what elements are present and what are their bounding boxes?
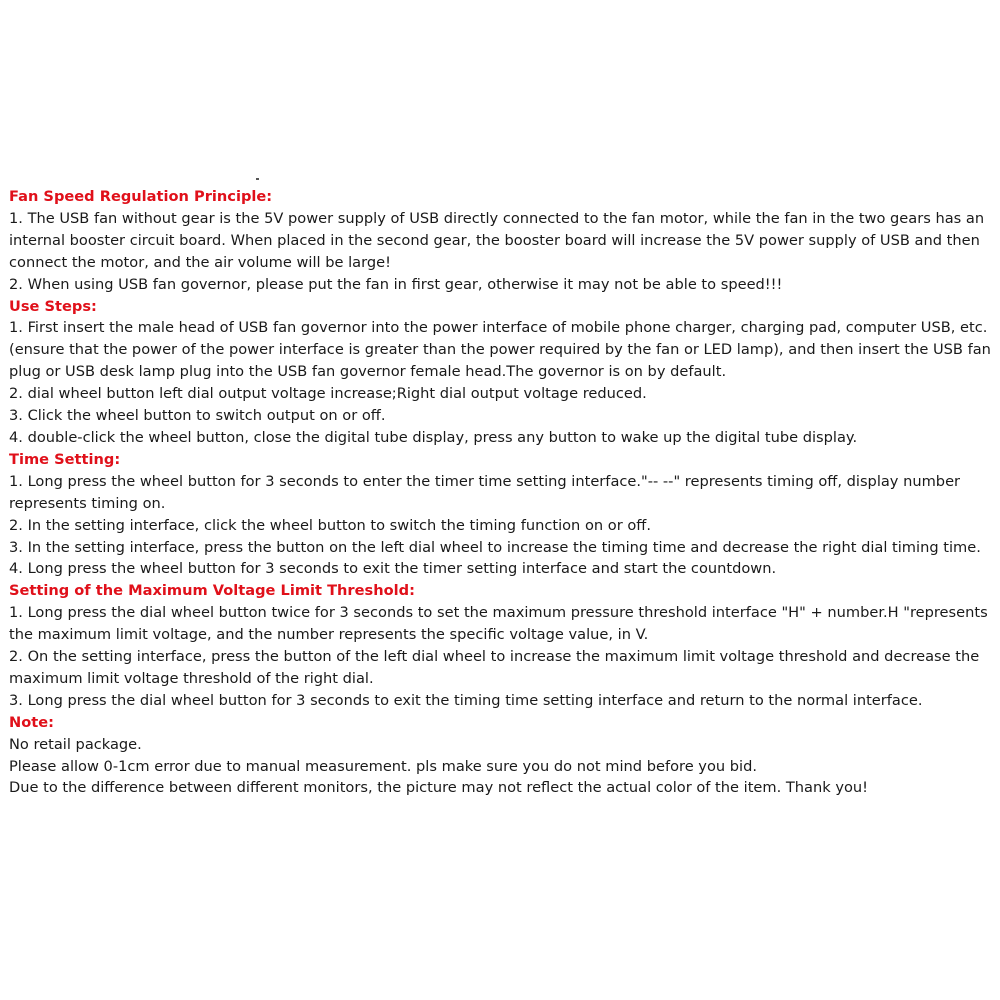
paragraph: 4. double-click the wheel button, close the digital tube display, press any button to wake up the digital tube display.	[9, 428, 858, 446]
section-note	[9, 712, 993, 800]
section-heading: Time Setting:	[9, 450, 121, 468]
paragraph: 4. Long press the wheel button for 3 seconds to exit the timer setting interface and start the countdown.	[9, 560, 777, 578]
section-heading: Note:	[9, 713, 54, 731]
section-time-setting	[9, 449, 993, 580]
paragraph: 3. Long press the dial wheel button for 3 seconds to exit the timing time setting interface and return to the normal interface.	[9, 691, 923, 709]
paragraph: 2. On the setting interface, press the button of the left dial wheel to increase the maximum limit voltage threshold and decrease the maximum limit voltage threshold of the right dial.	[9, 648, 980, 687]
paragraph: Please allow 0-1cm error due to manual measurement. pls make sure you do not mind before you bid.	[9, 757, 757, 775]
stray-mark	[256, 178, 259, 180]
section-max-voltage-threshold	[9, 580, 993, 711]
paragraph: 3. In the setting interface, press the button on the left dial wheel to increase the timing time and decrease the right dial timing time.	[9, 538, 981, 556]
section-use-steps	[9, 296, 993, 449]
product-description	[9, 186, 993, 799]
paragraph: 1. The USB fan without gear is the 5V power supply of USB directly connected to the fan motor, while the fan in the two gears has an internal booster circuit board. When placed in the second gear, the booster board will increase the 5V power supply of USB and then connect the motor, and the air volume will be large!	[9, 209, 985, 271]
paragraph: 1. First insert the male head of USB fan governor into the power interface of mobile phone charger, charging pad, computer USB, etc. (ensure that the power of the power interface is greater than the power required by the fan or LED lamp), and then insert the USB fan plug or USB desk lamp plug into the USB fan governor female head.The governor is on by default.	[9, 319, 991, 381]
section-fan-speed-principle	[9, 186, 993, 296]
paragraph: 2. In the setting interface, click the wheel button to switch the timing function on or off.	[9, 516, 651, 534]
paragraph: Due to the difference between different monitors, the picture may not reflect the actual color of the item. Thank you!	[9, 779, 869, 797]
paragraph: 1. Long press the dial wheel button twice for 3 seconds to set the maximum pressure threshold interface "H" + number.H "represents the maximum limit voltage, and the number represents the specific voltage value, in V.	[9, 604, 988, 644]
section-heading: Fan Speed Regulation Principle:	[9, 188, 273, 205]
section-heading: Use Steps:	[9, 297, 97, 315]
paragraph: 1. Long press the wheel button for 3 seconds to enter the timer time setting interface."-- --" represents timing off, display number represents timing on.	[9, 472, 961, 512]
paragraph: 3. Click the wheel button to switch output on or off.	[9, 407, 386, 425]
paragraph: No retail package.	[9, 735, 142, 753]
paragraph: 2. When using USB fan governor, please put the fan in first gear, otherwise it may not be able to speed!!!	[9, 275, 783, 293]
paragraph: 2. dial wheel button left dial output voltage increase;Right dial output voltage reduced.	[9, 385, 647, 403]
section-heading: Setting of the Maximum Voltage Limit Threshold:	[9, 582, 415, 600]
